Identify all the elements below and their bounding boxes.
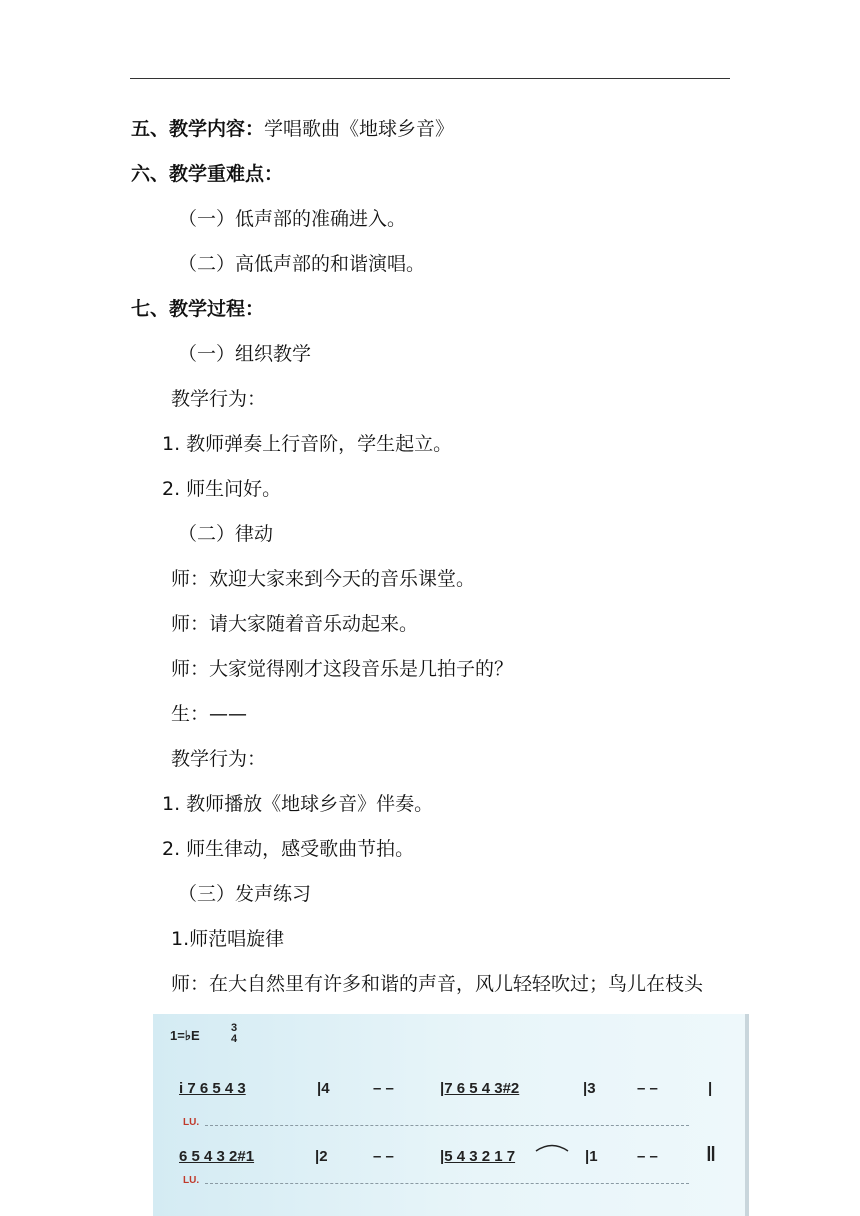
score-notes: |1 [585, 1148, 598, 1165]
time-signature-bottom: 4 [231, 1033, 238, 1045]
score-barline: | [708, 1080, 713, 1097]
lyric-extension-line [205, 1183, 689, 1184]
score-time-signature [231, 1023, 237, 1045]
score-key: 1=♭E [170, 1028, 200, 1043]
difficulty-item-1: （一）低声部的准确进入。 [178, 208, 407, 230]
score-rests: – – [637, 1148, 658, 1165]
dialogue-line: 师：大家觉得刚才这段音乐是几拍子的？ [171, 658, 514, 680]
section-5-heading [131, 117, 454, 141]
score-lyric: LU. [183, 1175, 200, 1186]
process-step-3: （三）发声练习 [178, 883, 312, 905]
section-6-heading: 六、教学重难点： [131, 163, 284, 185]
score-rests: – – [637, 1080, 658, 1097]
action-item: 2. 师生律动，感受歌曲节拍。 [162, 838, 415, 860]
score-notes: |2 [315, 1148, 328, 1165]
score-notes: i 7 6 5 4 3 [179, 1080, 246, 1097]
teaching-action-label: 教学行为： [171, 388, 267, 410]
action-item: 1. 教师播放《地球乡音》伴奏。 [162, 793, 434, 815]
section-5-text: 学唱歌曲《地球乡音》 [264, 118, 455, 140]
score-rests: – – [373, 1080, 394, 1097]
time-signature-top: 3 [231, 1022, 238, 1034]
dialogue-line: 师：请大家随着音乐动起来。 [171, 613, 419, 635]
action-item: 1. 教师弹奏上行音阶，学生起立。 [162, 433, 453, 455]
score-notes: |4 [317, 1080, 330, 1097]
section-7-heading: 七、教学过程： [131, 298, 265, 320]
score-image-border [745, 1014, 749, 1216]
score-rests: – – [373, 1148, 394, 1165]
header-rule [130, 78, 730, 79]
slur-mark [534, 1140, 570, 1152]
section-5-label: 五、教学内容： [131, 118, 265, 140]
teaching-action-label: 教学行为： [171, 748, 267, 770]
score-final-barline: ‖ [706, 1144, 716, 1166]
score-notes: 6 5 4 3 2#1 [179, 1148, 255, 1165]
process-step-1: （一）组织教学 [178, 343, 312, 365]
sub-step-title: 1.师范唱旋律 [171, 928, 285, 950]
difficulty-item-2: （二）高低声部的和谐演唱。 [178, 253, 426, 275]
score-lyric: LU. [183, 1117, 200, 1128]
music-score-image [153, 1014, 749, 1216]
dialogue-line: 师：欢迎大家来到今天的音乐课堂。 [171, 568, 476, 590]
process-step-2: （二）律动 [178, 523, 274, 545]
dialogue-line: 师：在大自然里有许多和谐的声音，风儿轻轻吹过；鸟儿在枝头 [171, 973, 704, 995]
lyric-extension-line [205, 1125, 689, 1126]
score-notes: |5 4 3 2 1 7 [440, 1148, 516, 1165]
student-response: 生：—— [171, 703, 248, 725]
score-notes: |3 [583, 1080, 596, 1097]
score-notes: |7 6 5 4 3#2 [440, 1080, 520, 1097]
action-item: 2. 师生问好。 [162, 478, 282, 500]
